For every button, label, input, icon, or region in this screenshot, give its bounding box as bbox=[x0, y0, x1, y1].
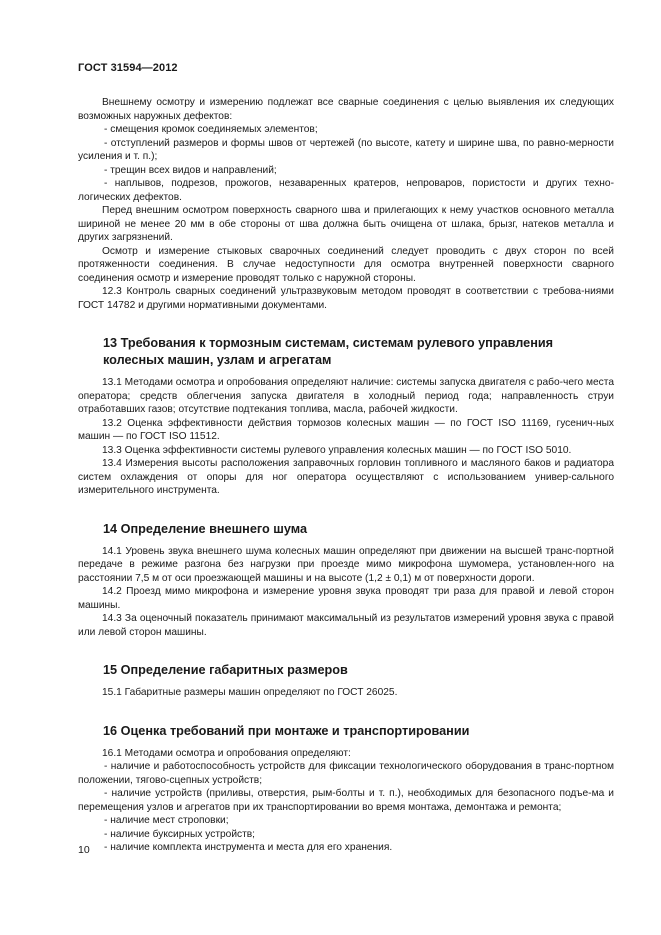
clause-13-1: 13.1 Методами осмотра и опробования определяют наличие: системы запуска двигателя с рабо-чего места оператора; средств облегчения запуска двигателя в холодный период года; направленность струи отработавших газов; отсутствие подтекания топлива, масла, рабочей жидкости. bbox=[78, 377, 614, 415]
clause-15-1: 15.1 Габаритные размеры машин определяют по ГОСТ 26025. bbox=[102, 687, 398, 698]
defect-list-item: - смещения кромок соединяемых элементов; bbox=[104, 124, 318, 135]
clause-13-2: 13.2 Оценка эффективности действия тормозов колесных машин — по ГОСТ ISO 11169, гусенич-ных машин — по ГОСТ ISO 11512. bbox=[78, 417, 614, 442]
document-body bbox=[78, 96, 614, 855]
clause-12-3: 12.3 Контроль сварных соединений ультразвуковым методом проводят в соответствии с требова-ниями ГОСТ 14782 и другими нормативными документами. bbox=[78, 286, 614, 311]
section-13-heading: 13 Требования к тормозным системам, системам рулевого управления колесных машин, узлам и агрегатам bbox=[103, 336, 554, 367]
defect-list-item: - отступлений размеров и формы швов от чертежей (по высоте, катету и ширине шва, по равно-мерности усиления и т. п.); bbox=[78, 137, 614, 162]
requirement-list-item: - наличие буксирных устройств; bbox=[104, 828, 256, 840]
defect-list-item: - трещин всех видов и направлений; bbox=[104, 164, 277, 176]
requirement-list-item: - наличие комплекта инструмента и места для его хранения. bbox=[104, 842, 393, 853]
page-number: 10 bbox=[78, 844, 90, 856]
defect-list-item: - наплывов, подрезов, прожогов, незаваренных кратеров, непроваров, пористости и других техно-логических дефектов. bbox=[78, 178, 614, 203]
document-header: ГОСТ 31594—2012 bbox=[78, 62, 178, 74]
section-16-heading: 16 Оценка требований при монтаже и транспортировании bbox=[103, 723, 470, 738]
clause-13-3: 13.3 Оценка эффективности системы рулевого управления колесных машин — по ГОСТ ISO 5010. bbox=[102, 444, 572, 456]
clause-14-1: 14.1 Уровень звука внешнего шума колесных машин определяют при движении на высшей транс-портной передаче в режиме разгона без нагрузки при проезде мимо микрофона шумомера, установлен-ного на расстоянии 7,5 м от оси проезжающей машины и на высоте (1,2 ± 0,1) м от поверхности дороги. bbox=[78, 545, 614, 584]
section-14-heading: 14 Определение внешнего шума bbox=[103, 521, 308, 536]
intro-paragraph: Перед внешним осмотром поверхность сварного шва и прилегающих к нему участков основного металла шириной не менее 20 мм в обе стороны от шва должна быть очищена от шлака, брызг, натеков металла и других загрязнений. bbox=[78, 205, 614, 243]
requirement-list-item: - наличие и работоспособность устройств для фиксации технологического оборудования в транс-портном положении, тягово-сцепных устройств; bbox=[78, 761, 614, 786]
clause-14-2: 14.2 Проезд мимо микрофона и измерение уровня звука проводят три раза для правой и левой сторон машины. bbox=[78, 586, 614, 611]
requirement-list-item: - наличие мест строповки; bbox=[104, 815, 229, 826]
requirement-list-item: - наличие устройств (приливы, отверстия, рым-болты и т. п.), необходимых для безопасного подъе-ма и перемещения узлов и агрегатов при их транспортировании во время монтажа, демонтажа и ремонта; bbox=[78, 788, 614, 813]
clause-13-4: 13.4 Измерения высоты расположения заправочных горловин топливного и масляного баков и радиатора систем охлаждения от опоры для ног оператора осуществляют с использованием универ-сального измерительного инструмента. bbox=[78, 458, 614, 496]
intro-paragraph: Осмотр и измерение стыковых сварочных соединений следует проводить с двух сторон по всей протяженности соединения. В случае недоступности для осмотра внутренней поверхности сварного соединения осмотр и измерение проводят только с наружной стороны. bbox=[78, 245, 614, 284]
intro-paragraph: Внешнему осмотру и измерению подлежат все сварные соединения с целью выявления их следующих возможных наружных дефектов: bbox=[78, 97, 614, 122]
section-15-heading: 15 Определение габаритных размеров bbox=[103, 663, 348, 677]
clause-14-3: 14.3 За оценочный показатель принимают максимальный из результатов измерений уровня звука с правой или левой сторон машины. bbox=[78, 613, 614, 638]
clause-16-1: 16.1 Методами осмотра и опробования определяют: bbox=[102, 747, 351, 759]
